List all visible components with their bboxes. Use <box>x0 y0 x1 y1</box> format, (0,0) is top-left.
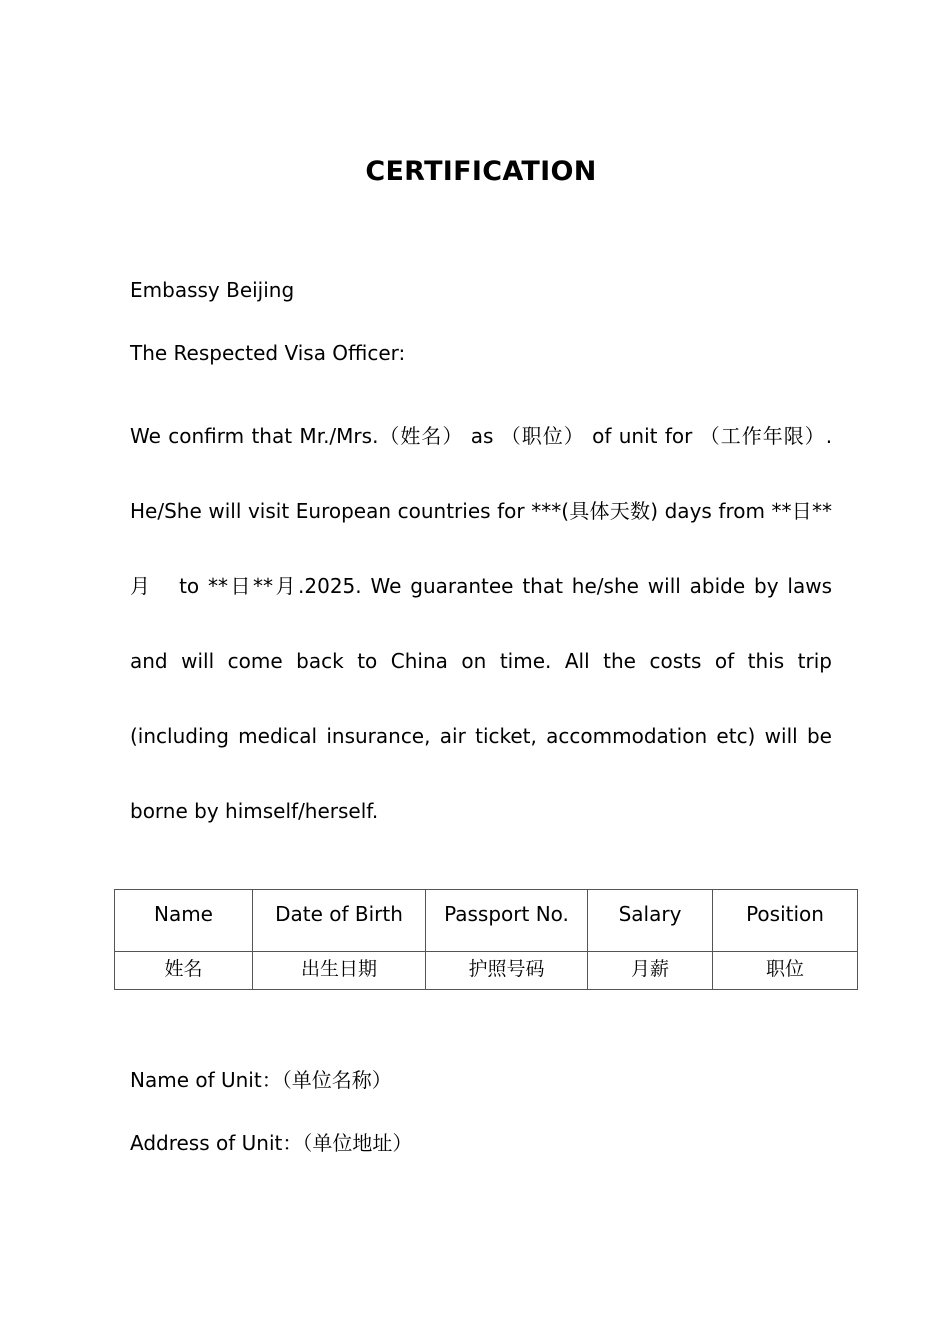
body-text-part: ** <box>812 499 833 523</box>
day-placeholder: 日 <box>791 499 813 523</box>
unit-name-line <box>130 1066 392 1094</box>
table-header-position: Position <box>713 890 858 952</box>
unit-name-value: （单位名称） <box>281 1068 392 1092</box>
work-years-placeholder: （工作年限） <box>699 424 826 448</box>
body-text-part: .2025. We guarantee that he/she will abide by laws and will come back to China on time. All the costs of this trip (including medical insurance, air ticket, accommodation etc) will be borne by himself/herself. <box>130 574 833 823</box>
table-row <box>115 952 858 990</box>
body-text-part: to ** <box>152 574 229 598</box>
table-cell-salary: 月薪 <box>588 952 713 990</box>
salutation-line: The Respected Visa Officer: <box>130 341 406 365</box>
applicant-info-table <box>114 889 858 990</box>
table-header-passport-no: Passport No. <box>426 890 588 952</box>
unit-address-line <box>130 1129 412 1157</box>
table-header-date-of-birth: Date of Birth <box>253 890 426 952</box>
body-text-part: ** <box>253 574 274 598</box>
table-cell-passport-no: 护照号码 <box>426 952 588 990</box>
body-text-part: of unit for <box>584 424 700 448</box>
body-text-part: ) days from ** <box>650 499 792 523</box>
name-placeholder: （姓名） <box>378 424 464 448</box>
page-title: CERTIFICATION <box>365 156 597 187</box>
table-cell-position: 职位 <box>713 952 858 990</box>
recipient-line: Embassy Beijing <box>130 278 295 302</box>
table-cell-name: 姓名 <box>115 952 253 990</box>
body-text-part: as <box>463 424 501 448</box>
table-cell-date-of-birth: 出生日期 <box>253 952 426 990</box>
days-placeholder: 具体天数 <box>569 499 651 523</box>
table-header-name: Name <box>115 890 253 952</box>
unit-name-label: Name of Unit： <box>130 1068 282 1092</box>
unit-address-label: Address of Unit： <box>130 1131 303 1155</box>
table-header-salary: Salary <box>588 890 713 952</box>
body-text-part: We confirm that Mr./Mrs. <box>130 424 379 448</box>
month-placeholder: 月 <box>273 574 299 598</box>
table-header-row <box>115 890 858 952</box>
month-placeholder: 月 <box>130 574 153 598</box>
body-paragraph <box>130 399 832 849</box>
body-text-part: . He/She will visit European countries for ***( <box>130 424 833 523</box>
position-placeholder: （职位） <box>500 424 585 448</box>
day-placeholder: 日 <box>228 574 254 598</box>
unit-address-value: （单位地址） <box>302 1131 413 1155</box>
